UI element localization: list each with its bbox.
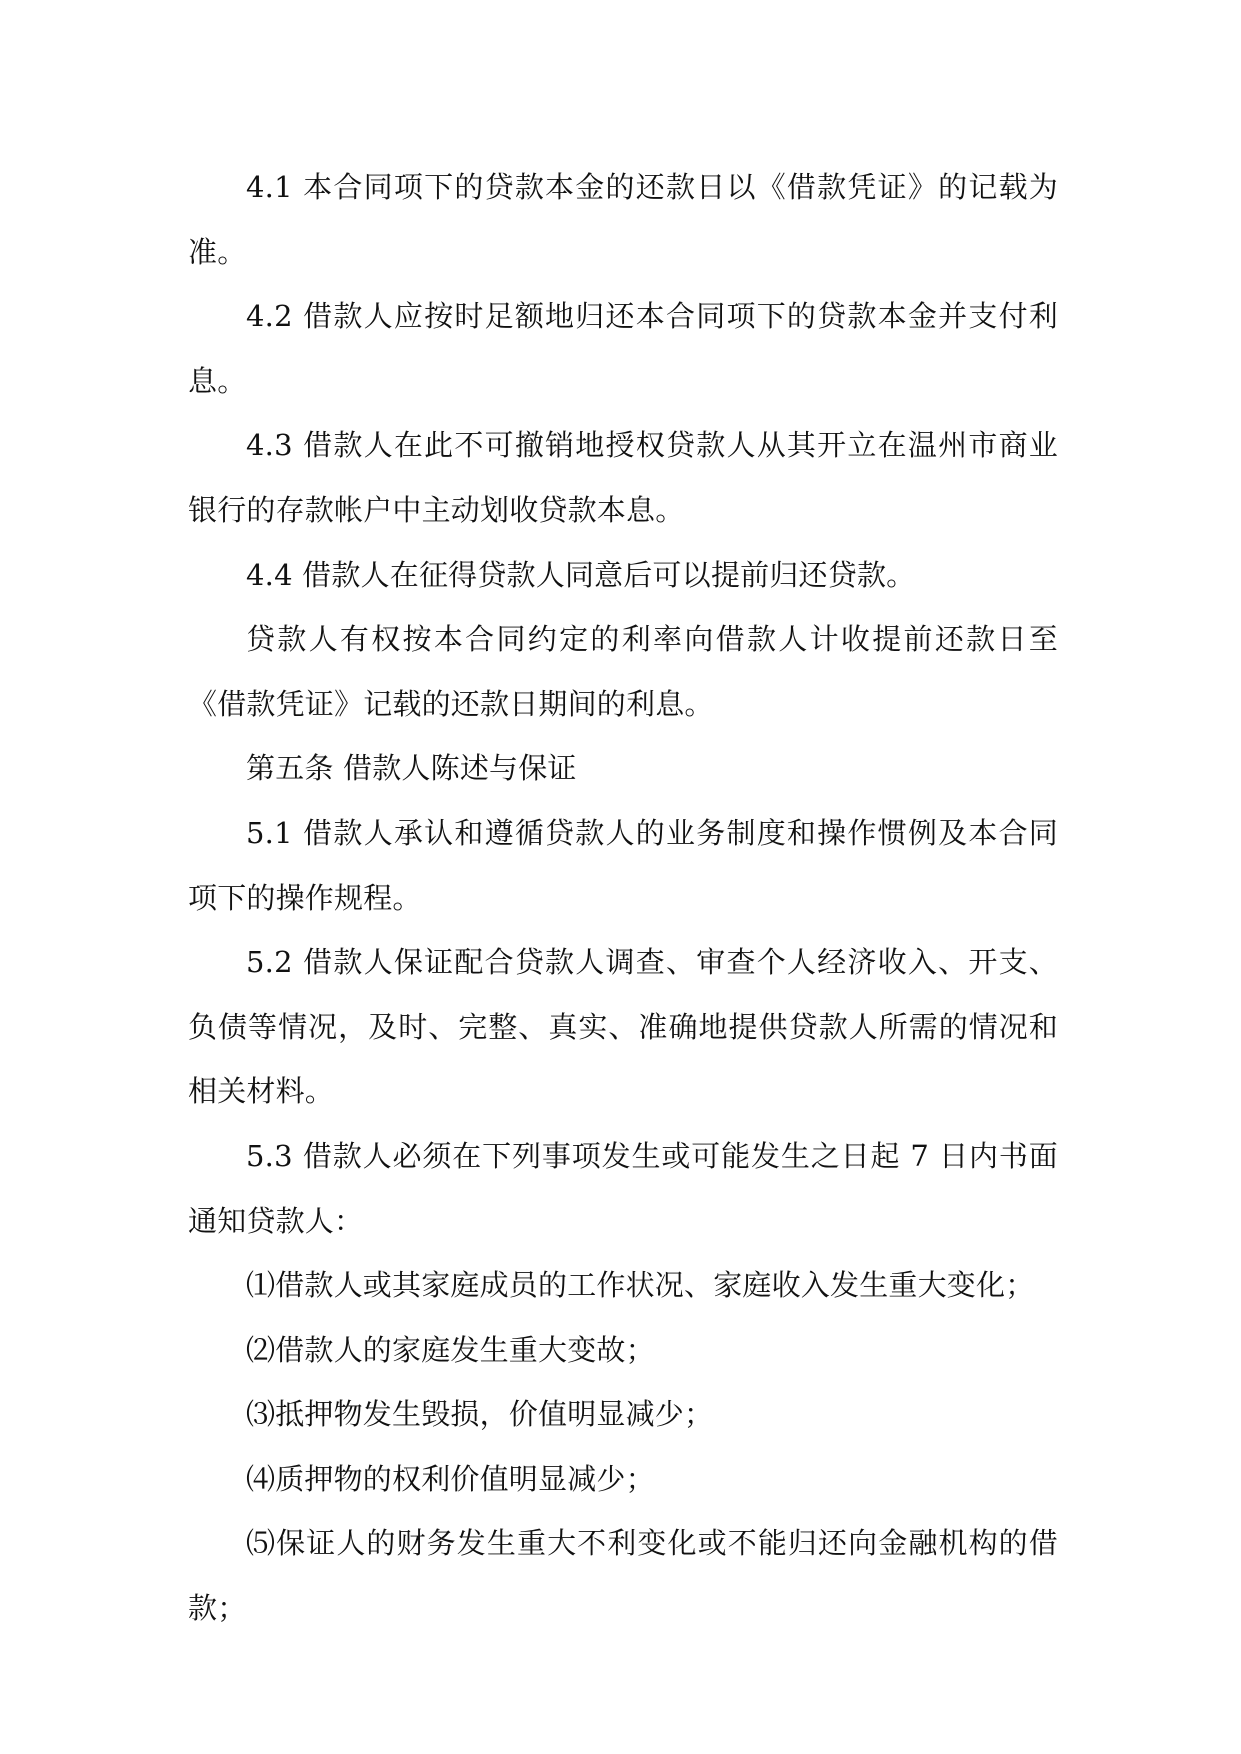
clause-4-3: 4.3 借款人在此不可撤销地授权贷款人从其开立在温州市商业银行的存款帐户中主动划收贷款本息。 [188, 428, 1058, 527]
article-5-heading: 第五条 借款人陈述与保证 [246, 751, 577, 786]
clause-4-4: 4.4 借款人在征得贷款人同意后可以提前归还贷款。 [246, 557, 916, 592]
clause-5-2: 5.2 借款人保证配合贷款人调查、审查个人经济收入、开支、负债等情况，及时、完整、真实、准确地提供贷款人所需的情况和相关材料。 [188, 945, 1058, 1109]
list-item-1: ⑴借款人或其家庭成员的工作状况、家庭收入发生重大变化； [246, 1268, 1035, 1303]
clause-4-4-detail: 贷款人有权按本合同约定的利率向借款人计收提前还款日至《借款凭证》记载的还款日期间的利息。 [188, 622, 1058, 721]
clause-4-2: 4.2 借款人应按时足额地归还本合同项下的贷款本金并支付利息。 [188, 299, 1058, 398]
document-page [188, 155, 1058, 1641]
list-item-4: ⑷质押物的权利价值明显减少； [246, 1461, 655, 1496]
clause-4-1: 4.1 本合同项下的贷款本金的还款日以《借款凭证》的记载为准。 [188, 170, 1058, 269]
clause-5-1: 5.1 借款人承认和遵循贷款人的业务制度和操作惯例及本合同项下的操作规程。 [188, 815, 1058, 915]
list-item-5: ⑸保证人的财务发生重大不利变化或不能归还向金融机构的借款； [188, 1526, 1058, 1626]
clause-5-3: 5.3 借款人必须在下列事项发生或可能发生之日起 7 日内书面通知贷款人： [188, 1138, 1058, 1238]
list-item-3: ⑶抵押物发生毁损，价值明显减少； [246, 1397, 714, 1432]
list-item-2: ⑵借款人的家庭发生重大变故； [246, 1332, 655, 1367]
